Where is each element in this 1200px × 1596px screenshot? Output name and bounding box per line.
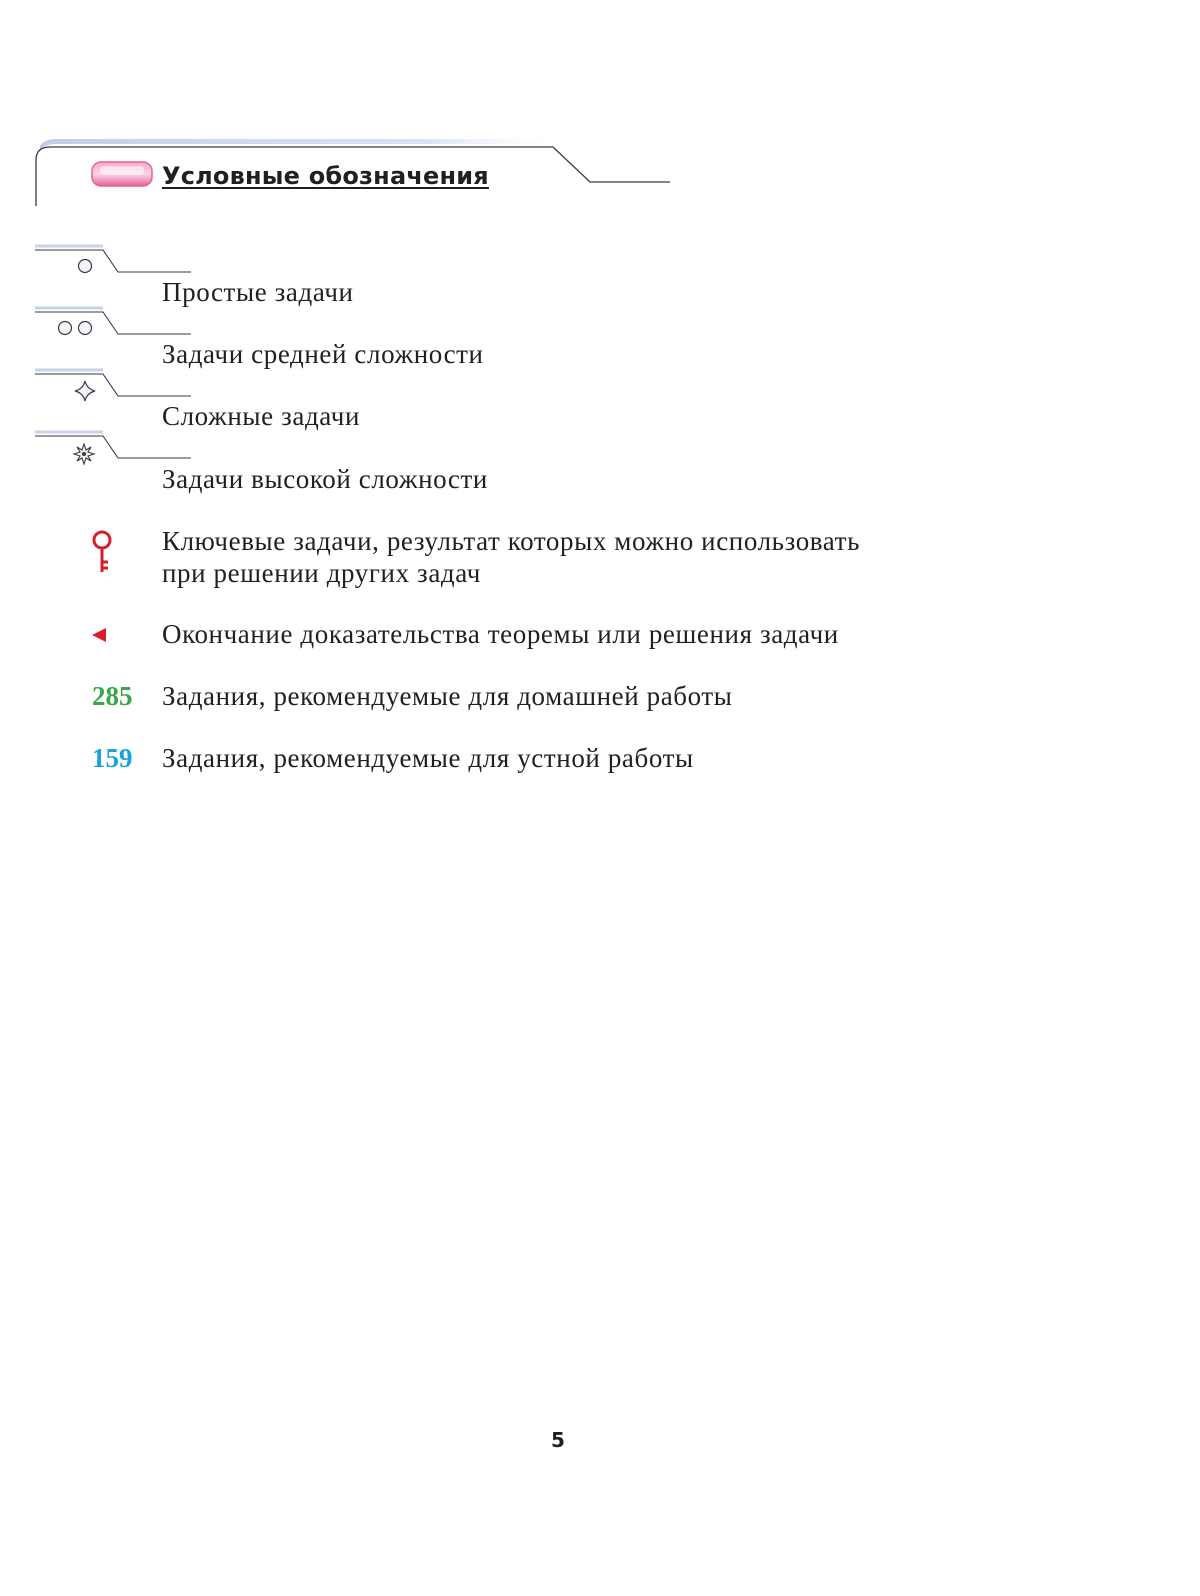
page-number: 5 (551, 1428, 565, 1452)
legend-very-hard-label: Задачи высокой сложности (162, 464, 488, 494)
legend-homework-label: Задания, рекомендуемые для домашней работы (162, 681, 733, 711)
legend-key-line1: Ключевые задачи, результат которых можно использовать (162, 526, 860, 556)
legend-hard-label: Сложные задачи (162, 401, 361, 431)
double-circle-icon (59, 322, 92, 335)
legend-oral-label: Задания, рекомендуемые для устной работы (162, 743, 694, 773)
homework-number: 285 (92, 681, 133, 711)
circle-icon (79, 260, 92, 273)
eight-point-star-icon (74, 444, 94, 464)
four-point-star-icon (75, 381, 95, 401)
key-icon (88, 530, 118, 576)
legend-medium-label: Задачи средней сложности (162, 339, 484, 369)
legend-simple-label: Простые задачи (162, 277, 354, 307)
left-triangle-icon (90, 626, 110, 644)
section-title: Условные обозначения (162, 162, 489, 190)
legend-proof-end-label: Окончание доказательства теоремы или решения задачи (162, 619, 839, 649)
oral-number: 159 (92, 743, 133, 773)
legend-key-line2: при решении других задач (162, 558, 481, 588)
